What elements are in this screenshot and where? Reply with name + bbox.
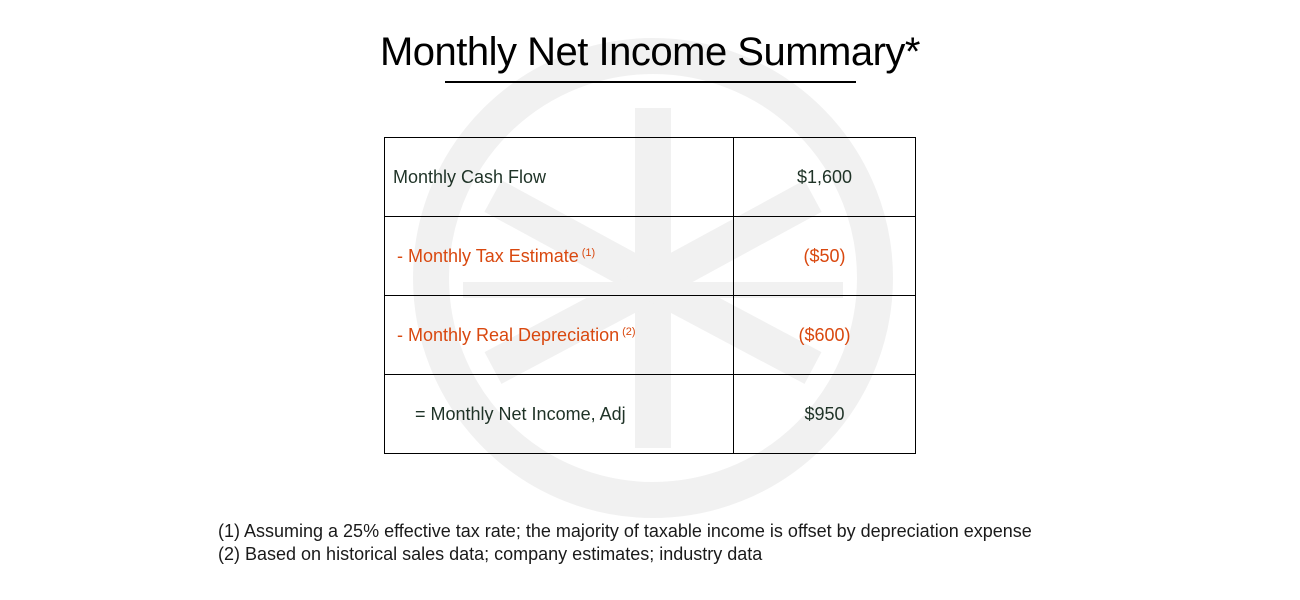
row-label-cell	[385, 217, 734, 296]
row-value: ($600)	[734, 296, 916, 375]
row-value: $950	[734, 375, 916, 454]
footnote-marker: (1)	[581, 246, 596, 259]
page-title: Monthly Net Income Summary*	[379, 30, 920, 74]
row-value: $1,600	[734, 138, 916, 217]
table-row-net-income	[385, 375, 916, 454]
footnote-2: (2) Based on historical sales data; company estimates; industry data	[218, 544, 763, 564]
row-label-cell	[385, 375, 734, 454]
footnote-1: (1) Assuming a 25% effective tax rate; the majority of taxable income is offset by depreciation expense	[218, 521, 1032, 541]
net-income-table	[384, 137, 916, 454]
row-label-cell	[385, 138, 734, 217]
row-label: - Monthly Real Depreciation	[397, 324, 620, 345]
row-label: - Monthly Tax Estimate	[397, 245, 579, 266]
footnote-marker: (2)	[622, 325, 636, 338]
row-value: ($50)	[734, 217, 916, 296]
table-row-cash-flow	[385, 138, 916, 217]
table-row-tax-estimate	[385, 217, 916, 296]
table-row-depreciation	[385, 296, 916, 375]
footnotes	[218, 520, 1032, 566]
row-label: Monthly Cash Flow	[393, 166, 547, 187]
title-underline	[445, 81, 856, 83]
row-label-cell	[385, 296, 734, 375]
row-label: = Monthly Net Income, Adj	[415, 403, 626, 424]
